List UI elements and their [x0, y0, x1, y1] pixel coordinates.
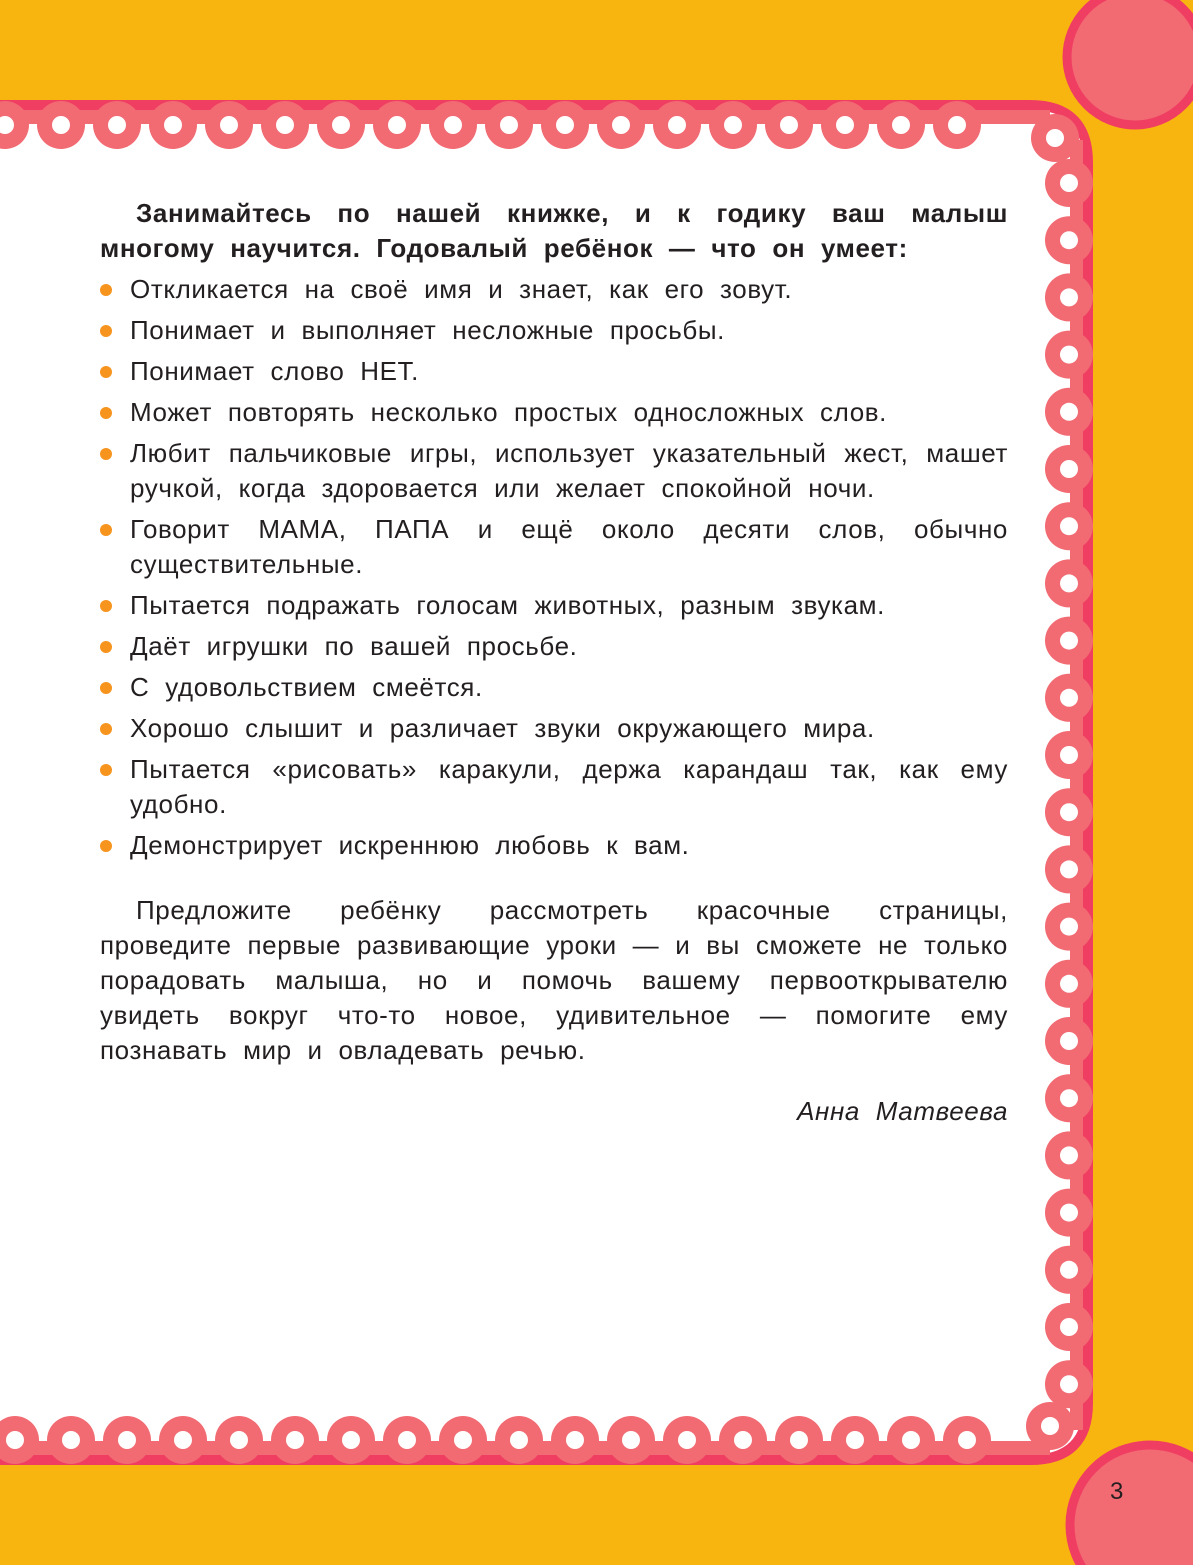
list-item-text: Понимает слово НЕТ. [130, 356, 419, 386]
scallop-dot [556, 116, 574, 134]
scallop-dot [230, 1431, 248, 1449]
scallop-dot [1060, 288, 1078, 306]
scallop-dot [1060, 1204, 1078, 1222]
scallop-dot [108, 116, 126, 134]
scallop-dot [454, 1431, 472, 1449]
bullet-icon [100, 366, 112, 378]
page-content [100, 196, 1008, 1129]
list-item [100, 752, 1008, 822]
scallop-dot [444, 116, 462, 134]
scallop-dot [678, 1431, 696, 1449]
scallop-dot [892, 116, 910, 134]
bullet-icon [100, 448, 112, 460]
list-item-text: Любит пальчиковые игры, использует указательный жест, машет ручкой, когда здоровается или желает спокойной ночи. [130, 438, 1008, 503]
scallop-dot [958, 1431, 976, 1449]
intro-paragraph: Занимайтесь по нашей книжке, и к годику ваш малыш многому научится. Годовалый ребёнок — что он умеет: [100, 198, 1008, 263]
list-item [100, 670, 1008, 705]
list-item-text: Говорит МАМА, ПАПА и ещё около десяти слов, обычно существительные. [130, 514, 1008, 579]
page-number: 3 [1110, 1478, 1124, 1505]
list-item-text: Даёт игрушки по вашей просьбе. [130, 631, 578, 661]
scallop-dot [1060, 860, 1078, 878]
list-item [100, 828, 1008, 863]
scallop-dot [1060, 803, 1078, 821]
scallop-dot [724, 116, 742, 134]
list-item [100, 395, 1008, 430]
scallop-dot [948, 116, 966, 134]
scallop-dot [566, 1431, 584, 1449]
page-number-circle [1070, 1445, 1193, 1565]
scallop-dot [510, 1431, 528, 1449]
list-item [100, 436, 1008, 506]
list-item-text: Хорошо слышит и различает звуки окружающего мира. [130, 713, 875, 743]
scallop-dot [1060, 1089, 1078, 1107]
scallop-dot [1060, 632, 1078, 650]
scallop-dot [1060, 1032, 1078, 1050]
scallop-dot [1060, 1318, 1078, 1336]
bullet-icon [100, 641, 112, 653]
bullet-icon [100, 723, 112, 735]
list-item-text: Пытается подражать голосам животных, разным звукам. [130, 590, 885, 620]
bullet-icon [100, 325, 112, 337]
scallop-dot [836, 116, 854, 134]
bullet-icon [100, 764, 112, 776]
scallop-dot [276, 116, 294, 134]
list-item [100, 313, 1008, 348]
list-item [100, 711, 1008, 746]
scallop-dot [500, 116, 518, 134]
scallop-dot [1060, 689, 1078, 707]
scallop-dot [1060, 460, 1078, 478]
skills-list [100, 272, 1008, 863]
scallop-dot [1060, 1261, 1078, 1279]
scallop-dot [1060, 746, 1078, 764]
scallop-dot [1060, 346, 1078, 364]
scallop-dot [388, 116, 406, 134]
bullet-icon [100, 682, 112, 694]
scallop-dot [220, 116, 238, 134]
scallop-dot [780, 116, 798, 134]
list-item-text: Откликается на своё имя и знает, как его зовут. [130, 274, 793, 304]
scallop-dot [1060, 1146, 1078, 1164]
scallop-dot [52, 116, 70, 134]
list-item [100, 629, 1008, 664]
list-item-text: Демонстрирует искреннюю любовь к вам. [130, 830, 690, 860]
bullet-icon [100, 407, 112, 419]
list-item-text: С удовольствием смеётся. [130, 672, 483, 702]
bullet-icon [100, 600, 112, 612]
scallop-dot [668, 116, 686, 134]
list-item-text: Понимает и выполняет несложные просьбы. [130, 315, 725, 345]
scallop-dot [622, 1431, 640, 1449]
top-corner-circle [1067, 0, 1193, 125]
scallop-dot [1060, 231, 1078, 249]
scallop-dot [846, 1431, 864, 1449]
bullet-icon [100, 284, 112, 296]
scallop-dot [332, 116, 350, 134]
scallop-dot [1060, 918, 1078, 936]
scallop-dot [1060, 174, 1078, 192]
bullet-icon [100, 524, 112, 536]
list-item [100, 588, 1008, 623]
scallop-dot [1060, 403, 1078, 421]
closing-paragraph: Предложите ребёнку рассмотреть красочные страницы, проведите первые развивающие уроки — и вы сможете не только порадовать малыша, но и помочь вашему первооткрывателю увидеть вокруг что-то новое, удивительное — помогите ему познавать мир и овладевать речью. [100, 895, 1008, 1065]
bullet-icon [100, 840, 112, 852]
scallop-dot [1060, 517, 1078, 535]
scallop-dot [164, 116, 182, 134]
scallop-dot [902, 1431, 920, 1449]
scallop-dot [62, 1431, 80, 1449]
scallop-dot [790, 1431, 808, 1449]
scallop-dot [286, 1431, 304, 1449]
scallop-dot [6, 1431, 24, 1449]
scallop-dot [342, 1431, 360, 1449]
list-item-text: Пытается «рисовать» каракули, держа карандаш так, как ему удобно. [130, 754, 1008, 819]
scallop-dot [398, 1431, 416, 1449]
scallop-dot [1060, 574, 1078, 592]
author-signature: Анна Матвеева [797, 1096, 1008, 1126]
scallop-dot [734, 1431, 752, 1449]
scallop-dot [174, 1431, 192, 1449]
scallop-dot [612, 116, 630, 134]
scallop-dot [1046, 129, 1064, 147]
scallop-dot [1060, 975, 1078, 993]
list-item [100, 272, 1008, 307]
list-item [100, 354, 1008, 389]
list-item [100, 512, 1008, 582]
scallop-dot [1041, 1417, 1059, 1435]
scallop-dot [1060, 1375, 1078, 1393]
list-item-text: Может повторять несколько простых односложных слов. [130, 397, 888, 427]
scallop-dot [118, 1431, 136, 1449]
